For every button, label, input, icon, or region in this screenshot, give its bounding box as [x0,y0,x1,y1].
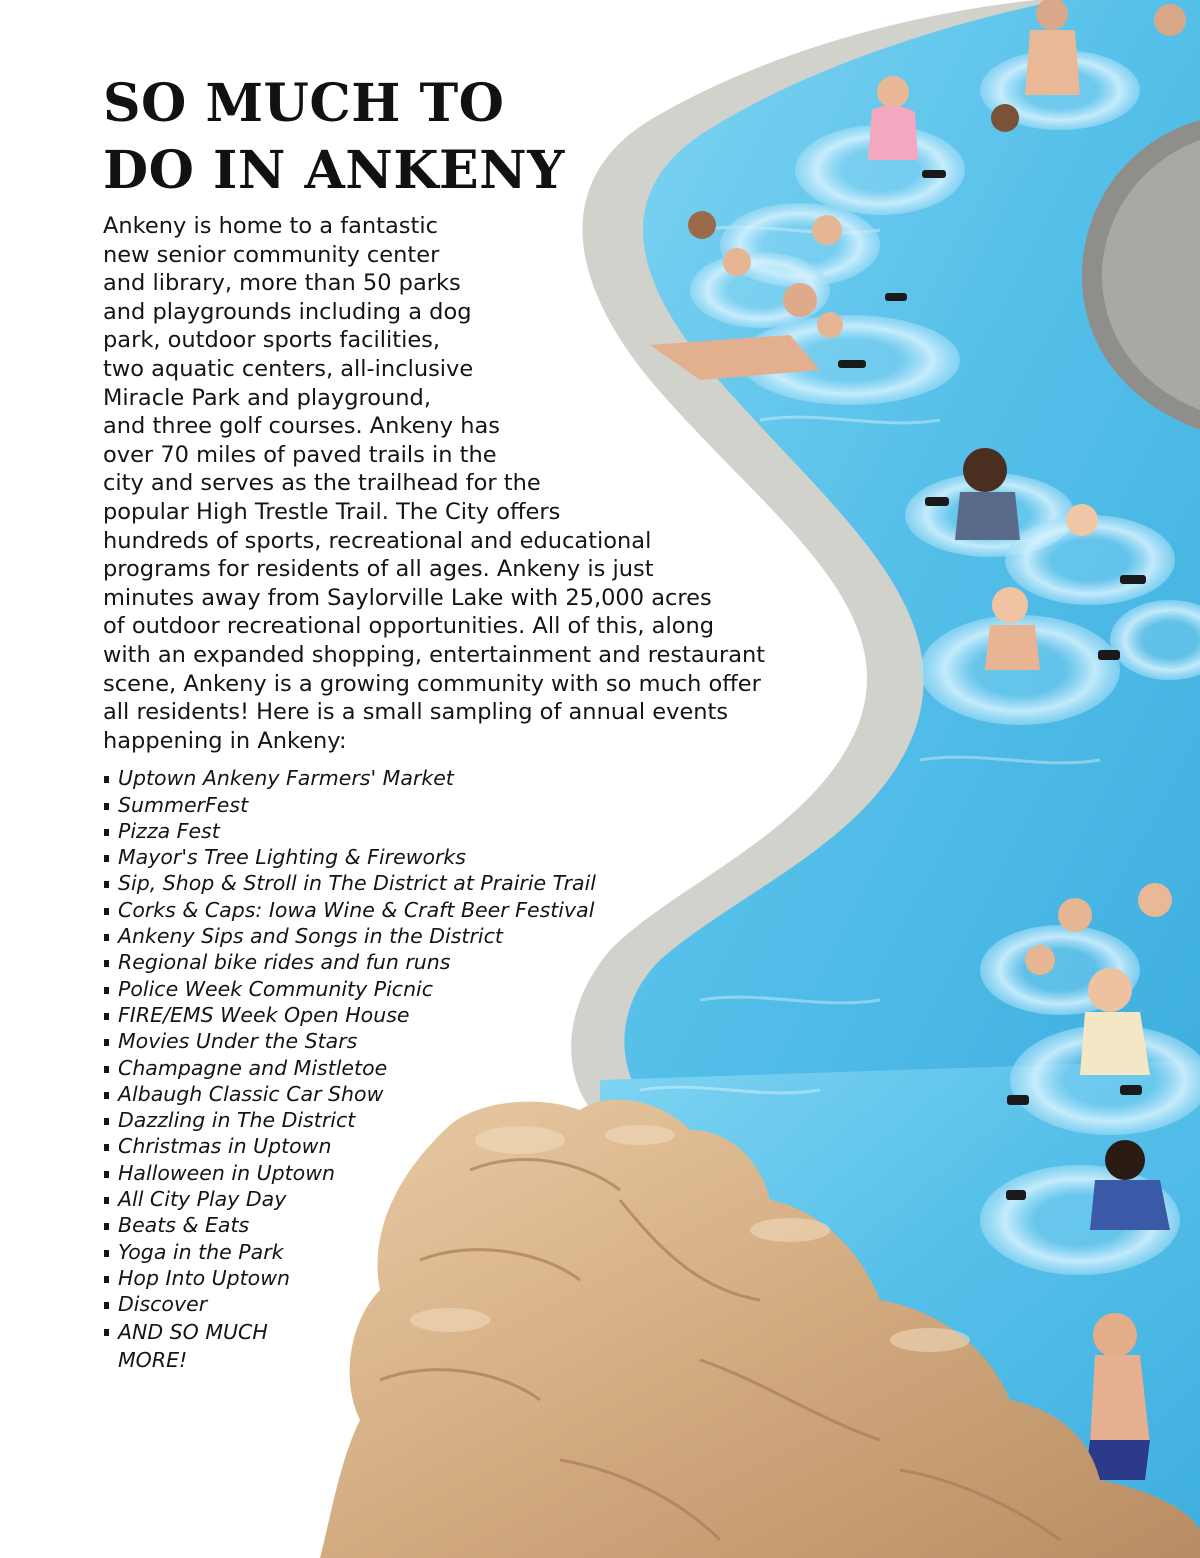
page-title-line: SO MUCH TO [103,73,505,134]
bullet-icon [104,934,109,941]
bullet-icon [104,1118,109,1125]
event-item: Dazzling in The District [103,1107,823,1133]
event-item: Regional bike rides and fun runs [103,949,823,975]
article [103,70,823,1374]
intro-line: park, outdoor sports facilities, [103,327,441,354]
event-item: All City Play Day [103,1186,823,1212]
event-item: Halloween in Uptown [103,1160,823,1186]
bullet-icon [104,776,109,783]
bullet-icon [104,1329,109,1336]
bullet-icon [104,1276,109,1283]
intro-line: over 70 miles of paved trails in the [103,441,497,468]
event-item: Yoga in the Park [103,1239,823,1265]
bullet-icon [104,987,109,994]
event-item: Police Week Community Picnic [103,976,823,1002]
bullet-icon [104,1197,109,1204]
bullet-icon [104,1013,109,1020]
bullet-icon [104,803,109,810]
intro-line: city and serves as the trailhead for the [103,470,541,497]
bullet-icon [104,1250,109,1257]
page-title-line: DO IN ANKENY [103,140,565,201]
bullet-icon [104,1144,109,1151]
event-item: Mayor's Tree Lighting & Fireworks [103,844,823,870]
page-title [103,70,823,204]
intro-line: hundreds of sports, recreational and educational [103,527,652,554]
intro-line: Miracle Park and playground, [103,384,431,411]
intro-line: all residents! Here is a small sampling of annual events [103,699,729,726]
event-item: Albaugh Classic Car Show [103,1081,823,1107]
event-item: FIRE/EMS Week Open House [103,1002,823,1028]
events-list [103,765,823,1373]
intro-line: happening in Ankeny: [103,727,347,754]
intro-line: and three golf courses. Ankeny has [103,413,500,440]
intro-line: scene, Ankeny is a growing community with so much offer [103,670,761,697]
bullet-icon [104,829,109,836]
intro-line: minutes away from Saylorville Lake with 25,000 acres [103,584,712,611]
event-item: SummerFest [103,792,823,818]
event-item: Sip, Shop & Stroll in The District at Prairie Trail [103,870,823,896]
intro-line: of outdoor recreational opportunities. All of this, along [103,613,715,640]
intro-line: two aquatic centers, all-inclusive [103,355,474,382]
bullet-icon [104,881,109,888]
bullet-icon [104,908,109,915]
event-item: Uptown Ankeny Farmers' Market [103,765,823,791]
bullet-icon [104,1223,109,1230]
event-item: Discover [103,1291,823,1317]
intro-line: new senior community center [103,241,440,268]
event-item: Ankeny Sips and Songs in the District [103,923,823,949]
bullet-icon [104,1302,109,1309]
event-item: Champagne and Mistletoe [103,1055,823,1081]
event-item: Christmas in Uptown [103,1133,823,1159]
bullet-icon [104,1092,109,1099]
intro-line: Ankeny is home to a fantastic [103,213,438,239]
event-item: AND SO MUCH MORE! [103,1318,328,1374]
bullet-icon [104,1066,109,1073]
bullet-icon [104,960,109,967]
event-item: Beats & Eats [103,1212,823,1238]
bullet-icon [104,855,109,862]
event-item: Corks & Caps: Iowa Wine & Craft Beer Festival [103,897,823,923]
intro-line: popular High Trestle Trail. The City offers [103,498,561,525]
intro-line: with an expanded shopping, entertainment and restaurant [103,641,766,668]
intro-line: programs for residents of all ages. Ankeny is just [103,556,654,583]
event-item: Hop Into Uptown [103,1265,823,1291]
intro-line: and playgrounds including a dog [103,298,472,325]
bullet-icon [104,1171,109,1178]
intro-line: and library, more than 50 parks [103,270,461,297]
bullet-icon [104,1039,109,1046]
event-item: Movies Under the Stars [103,1028,823,1054]
event-item: Pizza Fest [103,818,823,844]
intro-paragraph [103,212,823,755]
